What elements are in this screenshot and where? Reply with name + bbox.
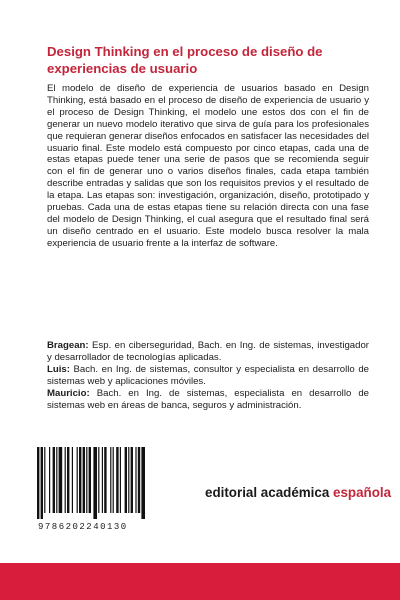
author-bio: Esp. en ciberseguridad, Bach. en Ing. de sistemas, investigador y desarrollador de tecnologías aplicadas.: [47, 340, 369, 363]
barcode-bar: [86, 447, 87, 513]
barcode-bar: [93, 447, 97, 519]
barcode-bar: [116, 447, 118, 513]
author-name: Luis:: [47, 363, 70, 375]
barcode-bar: [49, 447, 50, 513]
barcode-bar: [72, 447, 73, 513]
barcode-bar: [53, 447, 55, 513]
bottom-color-band: [0, 563, 400, 600]
barcode-bar: [110, 447, 111, 513]
barcode-bar: [125, 447, 127, 513]
publisher-logo: [205, 485, 391, 500]
barcode-bar: [59, 447, 63, 513]
book-title: Design Thinking en el proceso de diseño de experiencias de usuario: [47, 44, 323, 76]
barcode-bar: [138, 447, 140, 513]
barcode-bar: [65, 447, 66, 513]
book-abstract: El modelo de diseño de experiencia de usuarios basado en Design Thinking, está basado en el proceso de diseño de experiencia de usuario y el proceso de Design Thinking, el modelo une estos dos con el fin de generar un nuevo modelo iterativo que sirva de guía para los profesionales que requieran generar diseños enfocados en satisfacer las necesidades del usuario final. Este modelo está compuesto por cinco etapas, cada una de estas etapas puede tener una serie de pasos que se recomienda seguir con el fin de generar uno o varios diseños finales, cada etapa también describe entradas y salidas que son los requisitos previos y el resultado de la etapa. Las etapas son: investigación, organización, diseño, prototipado y pruebas. Cada una de estas etapas tiene su relación directa con una fase del modelo de Design Thinking, el cual asegura que el resultado final será un diseño centrado en el usuario. Este modelo busca resolver la mala experiencia de usuario frente a la interfaz de software.: [47, 83, 369, 249]
barcode-bar: [83, 447, 85, 513]
barcode-bar: [102, 447, 103, 513]
barcode-bar: [141, 447, 145, 519]
author-bio: Bach. en Ing. de sistemas, consultor y especialista en desarrollo de sistemas web y aplicaciones móviles.: [47, 363, 369, 387]
barcode-bar: [135, 447, 136, 513]
author-name: Bragean:: [47, 340, 89, 351]
barcode-bar: [113, 447, 114, 513]
author-name: Mauricio:: [47, 387, 90, 399]
author-entry: [47, 340, 369, 364]
barcode-bar: [79, 447, 81, 513]
author-list: [47, 340, 369, 411]
barcode-bar: [44, 447, 45, 513]
barcode-bar: [89, 447, 91, 513]
barcode-bar: [128, 447, 129, 513]
barcode-bar: [56, 447, 57, 513]
barcode-bar: [41, 447, 43, 519]
barcode-bar: [77, 447, 78, 513]
barcode-bar: [67, 447, 69, 513]
barcode-bar: [98, 447, 99, 513]
author-entry: [47, 388, 369, 412]
barcode-bar: [120, 447, 121, 513]
author-bio: Bach. en Ing. de sistemas, especialista en desarrollo de sistemas web en áreas de banca, seguros y administración.: [47, 387, 369, 411]
barcode-graphic: [31, 443, 185, 523]
author-entry: [47, 364, 369, 388]
publisher-name: editorial académica: [205, 485, 330, 500]
isbn-barcode: [31, 443, 185, 533]
publisher-name-accent: española: [333, 485, 392, 500]
barcode-bar: [37, 447, 39, 519]
barcode-bar: [104, 447, 106, 513]
isbn-number: 9786202240130: [38, 522, 128, 532]
barcode-bar: [131, 447, 133, 513]
